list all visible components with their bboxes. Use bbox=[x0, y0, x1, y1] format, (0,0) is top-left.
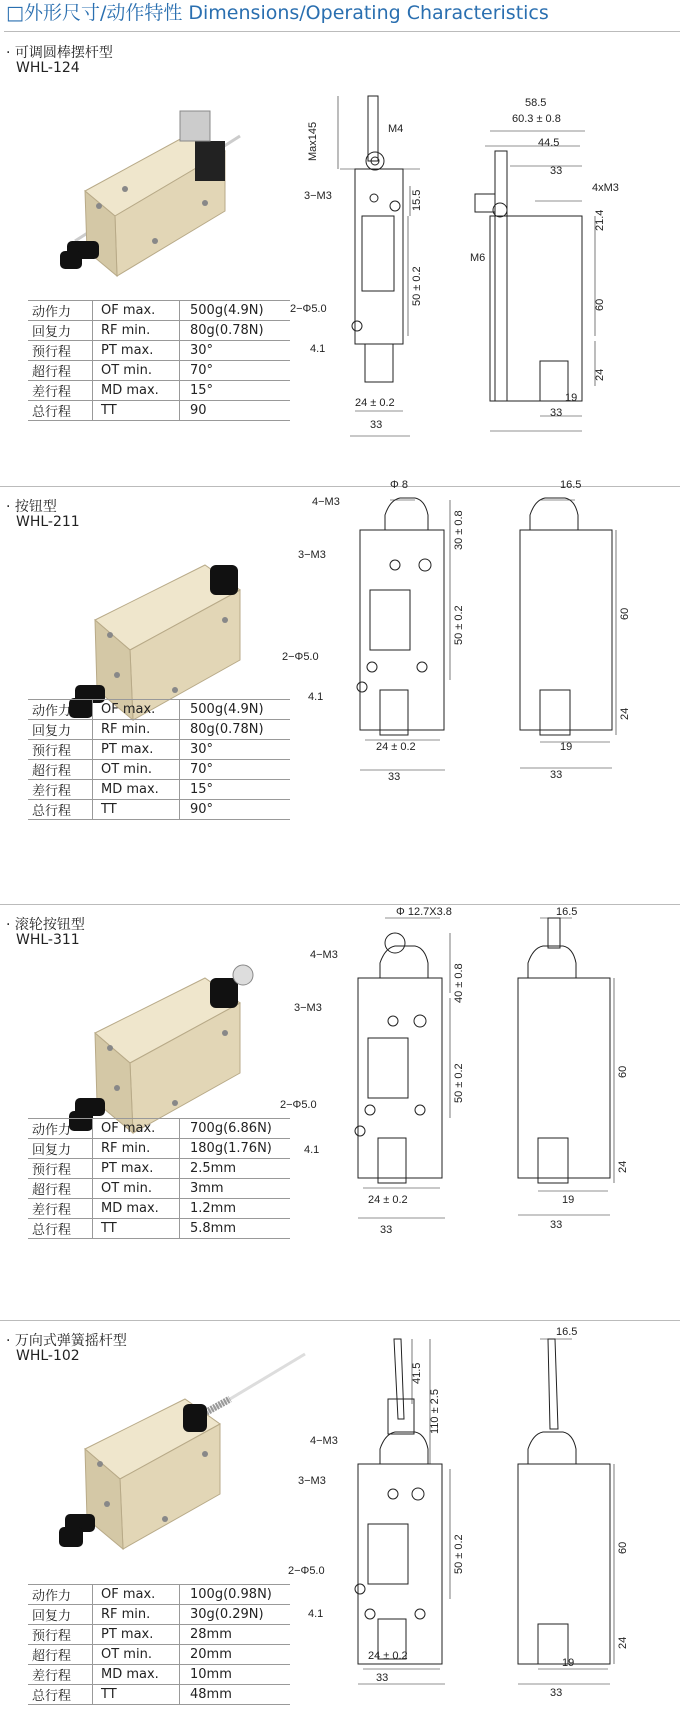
dim-33: 33 bbox=[388, 771, 401, 783]
table-row: 动作力 OF max. 500g(4.9N) bbox=[28, 301, 290, 321]
dim-4m3: 4−M3 bbox=[312, 496, 340, 508]
dim-4-1: 4.1 bbox=[308, 691, 324, 703]
dim-phi12-7: Φ 12.7X3.8 bbox=[396, 906, 452, 918]
dim-19: 19 bbox=[560, 741, 573, 753]
dim-16-5: 16.5 bbox=[560, 479, 582, 491]
dim-m6: M6 bbox=[470, 252, 486, 264]
dim-33: 33 bbox=[376, 1672, 389, 1684]
dim-phi5: 2−Φ5.0 bbox=[290, 303, 327, 315]
table-row: 总行程 TT 5.8mm bbox=[28, 1219, 290, 1239]
dim-33: 33 bbox=[380, 1224, 393, 1236]
dim-4m3: 4−M3 bbox=[310, 949, 338, 961]
dim-33c: 33 bbox=[550, 407, 563, 419]
dim-50: 50 ± 0.2 bbox=[453, 1534, 465, 1574]
dim-max145: Max145 bbox=[307, 121, 319, 161]
table-row: 超行程 OT min. 3mm bbox=[28, 1179, 290, 1199]
section-whl-311 bbox=[0, 908, 680, 1318]
dim-m4: M4 bbox=[388, 123, 404, 135]
spec-table bbox=[28, 1118, 290, 1239]
dim-3m3: 3−M3 bbox=[304, 190, 332, 202]
table-row: 动作力 OF max. 500g(4.9N) bbox=[28, 700, 290, 720]
dim-phi5: 2−Φ5.0 bbox=[288, 1565, 325, 1577]
table-row: 差行程 MD max. 1.2mm bbox=[28, 1199, 290, 1219]
dim-33c: 33 bbox=[550, 1219, 563, 1231]
spec-table bbox=[28, 300, 290, 421]
dim-33: 33 bbox=[370, 419, 383, 431]
section-model: WHL-211 bbox=[16, 514, 80, 530]
dim-30: 30 ± 0.8 bbox=[453, 510, 465, 550]
table-row: 动作力 OF max. 700g(6.86N) bbox=[28, 1119, 290, 1139]
dimension-drawing bbox=[280, 903, 680, 1308]
section-name: · 滚轮按钮型 bbox=[6, 917, 85, 933]
dim-60: 60 bbox=[617, 1065, 629, 1078]
page-title: □外形尺寸/动作特性 Dimensions/Operating Characteristics bbox=[6, 2, 549, 24]
table-row: 总行程 TT 90° bbox=[28, 800, 290, 820]
product-photo bbox=[55, 91, 295, 291]
spec-table bbox=[28, 699, 290, 820]
section-name: · 按钮型 bbox=[6, 499, 57, 515]
dim-110: 110 ± 2.5 bbox=[429, 1389, 441, 1434]
section-whl-211 bbox=[0, 479, 680, 900]
dim-4m3: 4−M3 bbox=[310, 1435, 338, 1447]
table-row: 总行程 TT 90 bbox=[28, 401, 290, 421]
header-rule bbox=[4, 31, 680, 32]
dim-phi5: 2−Φ5.0 bbox=[280, 1099, 317, 1111]
dimension-drawing bbox=[290, 66, 680, 436]
dim-40: 40 ± 0.8 bbox=[453, 963, 465, 1003]
page-header bbox=[0, 0, 680, 34]
dim-4-1: 4.1 bbox=[310, 343, 326, 355]
table-row: 回复力 RF min. 180g(1.76N) bbox=[28, 1139, 290, 1159]
dim-4xm3: 4xM3 bbox=[592, 182, 619, 194]
dim-4-1: 4.1 bbox=[308, 1608, 324, 1620]
dim-33c: 33 bbox=[550, 769, 563, 781]
table-row: 差行程 MD max. 15° bbox=[28, 780, 290, 800]
dim-50: 50 ± 0.2 bbox=[453, 1063, 465, 1103]
table-row: 超行程 OT min. 20mm bbox=[28, 1645, 290, 1665]
dim-60: 60 bbox=[617, 1541, 629, 1554]
dim-phi8: Φ 8 bbox=[390, 479, 408, 491]
table-row: 回复力 RF min. 80g(0.78N) bbox=[28, 720, 290, 740]
table-row: 预行程 PT max. 30° bbox=[28, 341, 290, 361]
table-row: 预行程 PT max. 30° bbox=[28, 740, 290, 760]
product-photo bbox=[55, 1354, 295, 1564]
section-name: · 可调圆棒摆杆型 bbox=[6, 45, 113, 61]
table-row: 动作力 OF max. 100g(0.98N) bbox=[28, 1585, 290, 1605]
table-row: 超行程 OT min. 70° bbox=[28, 760, 290, 780]
dim-33c: 33 bbox=[550, 1687, 563, 1699]
dim-24: 24 bbox=[594, 368, 606, 381]
dim-60-3: 60.3 ± 0.8 bbox=[512, 113, 561, 125]
table-row: 总行程 TT 48mm bbox=[28, 1685, 290, 1705]
dim-21-4: 21.4 bbox=[594, 209, 606, 231]
dim-24w: 24 ± 0.2 bbox=[355, 397, 395, 409]
dim-60: 60 bbox=[594, 298, 606, 311]
table-row: 回复力 RF min. 80g(0.78N) bbox=[28, 321, 290, 341]
table-row: 超行程 OT min. 70° bbox=[28, 361, 290, 381]
dim-4-1: 4.1 bbox=[304, 1144, 320, 1156]
dim-19: 19 bbox=[565, 392, 578, 404]
dim-16-5: 16.5 bbox=[556, 906, 578, 918]
dim-58-5: 58.5 bbox=[525, 97, 547, 109]
dim-44-5: 44.5 bbox=[538, 137, 560, 149]
dim-50: 50 ± 0.2 bbox=[411, 266, 423, 306]
section-whl-124 bbox=[0, 36, 680, 486]
dim-19: 19 bbox=[562, 1194, 575, 1206]
section-whl-102 bbox=[0, 1324, 680, 1714]
table-row: 预行程 PT max. 2.5mm bbox=[28, 1159, 290, 1179]
dim-3m3: 3−M3 bbox=[298, 1475, 326, 1487]
dim-24w: 24 ± 0.2 bbox=[376, 741, 416, 753]
table-row: 差行程 MD max. 15° bbox=[28, 381, 290, 401]
dim-24: 24 bbox=[619, 707, 631, 720]
spec-table bbox=[28, 1584, 290, 1705]
section-divider bbox=[0, 1320, 680, 1321]
dim-24w: 24 ± 0.2 bbox=[368, 1194, 408, 1206]
dim-phi5: 2−Φ5.0 bbox=[282, 651, 319, 663]
dim-24: 24 bbox=[617, 1160, 629, 1173]
dimension-drawing bbox=[288, 1326, 680, 1714]
dim-50: 50 ± 0.2 bbox=[453, 605, 465, 645]
table-row: 回复力 RF min. 30g(0.29N) bbox=[28, 1605, 290, 1625]
section-name: · 万向式弹簧摇杆型 bbox=[6, 1333, 127, 1349]
dim-16-5: 16.5 bbox=[556, 1326, 578, 1338]
dim-3m3: 3−M3 bbox=[298, 549, 326, 561]
dim-19: 19 bbox=[562, 1657, 575, 1669]
table-row: 差行程 MD max. 10mm bbox=[28, 1665, 290, 1685]
dim-41-5: 41.5 bbox=[411, 1362, 423, 1384]
dim-24: 24 bbox=[617, 1636, 629, 1649]
dim-15-5: 15.5 bbox=[411, 189, 423, 211]
section-model: WHL-311 bbox=[16, 932, 80, 948]
section-model: WHL-124 bbox=[16, 60, 80, 76]
dim-3m3: 3−M3 bbox=[294, 1002, 322, 1014]
dim-60: 60 bbox=[619, 607, 631, 620]
section-model: WHL-102 bbox=[16, 1348, 80, 1364]
dimension-drawing bbox=[282, 479, 680, 895]
table-row: 预行程 PT max. 28mm bbox=[28, 1625, 290, 1645]
dim-33b: 33 bbox=[550, 165, 563, 177]
dim-24w: 24 ± 0.2 bbox=[368, 1650, 408, 1662]
